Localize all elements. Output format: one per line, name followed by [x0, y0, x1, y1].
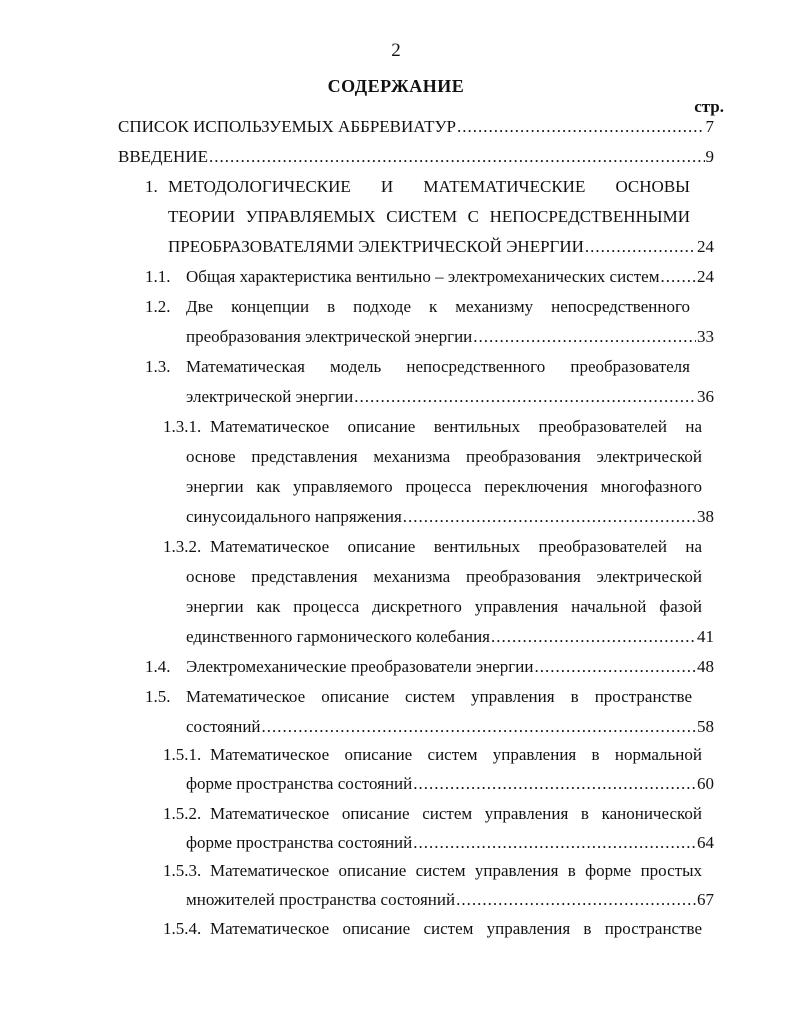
dot-leader — [209, 146, 705, 168]
toc-entry-title: единственного гармонического колебания — [186, 627, 490, 646]
toc-entry-page: 58 — [697, 717, 714, 736]
toc-entry-line: основе представления механизма преобразования электрической — [186, 567, 702, 586]
toc-entry-title: множителей пространства состояний — [186, 890, 456, 909]
toc-entry-page: 7 — [705, 117, 714, 136]
toc-entry-last-line — [186, 506, 714, 528]
dot-leader — [262, 716, 696, 738]
toc-entry-number: 1.3.1. — [163, 417, 202, 436]
pages-column-label: стр. — [694, 97, 724, 116]
dot-leader — [354, 386, 696, 408]
toc-entry-number: 1.5. — [145, 687, 171, 706]
toc-entry-number: 1.2. — [145, 297, 171, 316]
toc-entry-line: ТЕОРИИ УПРАВЛЯЕМЫХ СИСТЕМ С НЕПОСРЕДСТВЕННЫМИ — [168, 207, 690, 226]
toc-entry-title: форме пространства состояний — [186, 833, 413, 852]
toc-entry-line: Математическое описание систем управления в форме простых — [210, 861, 702, 880]
dot-leader — [660, 266, 696, 288]
toc-entry-title: преобразования электрической энергии — [186, 327, 473, 346]
toc-entry-number: 1.3. — [145, 357, 171, 376]
toc-entry-line: Математическое описание систем управления в нормальной — [210, 745, 702, 764]
toc-entry-line: Математическое описание вентильных преобразователей на — [210, 417, 702, 436]
toc-entry-last-line — [186, 386, 714, 408]
toc-entry-last-line — [186, 326, 714, 348]
toc-entry-line: Математическое описание систем управления в пространстве — [186, 687, 692, 706]
toc-entry-title: ВВЕДЕНИЕ — [118, 147, 208, 166]
toc-entry-last-line — [168, 236, 714, 258]
dot-leader — [457, 116, 705, 138]
toc-entry-line: основе представления механизма преобразования электрической — [186, 447, 702, 466]
toc-entry-title: СПИСОК ИСПОЛЬЗУЕМЫХ АББРЕВИАТУР — [118, 117, 456, 136]
toc-entry-introduction[interactable] — [118, 146, 714, 168]
toc-entry-title: ПРЕОБРАЗОВАТЕЛЯМИ ЭЛЕКТРИЧЕСКОЙ ЭНЕРГИИ — [168, 237, 584, 256]
toc-entry-title: состояний — [186, 717, 261, 736]
toc-entry-line: Математическое описание систем управления в канонической — [210, 804, 702, 823]
toc-entry-last-line — [186, 773, 714, 795]
toc-entry-last-line — [186, 626, 714, 648]
toc-entry-page: 36 — [697, 387, 714, 406]
toc-entry-abbreviations[interactable] — [118, 116, 714, 138]
toc-entry-line: Математическое описание вентильных преобразователей на — [210, 537, 702, 556]
toc-entry-number: 1.4. — [145, 657, 171, 676]
toc-entry-last-line — [186, 889, 714, 911]
toc-entry-last-line — [186, 832, 714, 854]
toc-entry-line: МЕТОДОЛОГИЧЕСКИЕ И МАТЕМАТИЧЕСКИЕ ОСНОВЫ — [168, 177, 690, 196]
toc-entry-last-line — [186, 656, 714, 678]
toc-entry-title: электрической энергии — [186, 387, 354, 406]
page-title: СОДЕРЖАНИЕ — [327, 76, 465, 96]
toc-entry-title: Электромеханические преобразователи энергии — [186, 657, 534, 676]
toc-entry-number: 1.5.3. — [163, 861, 202, 880]
dot-leader — [534, 656, 696, 678]
toc-entry-page: 24 — [697, 237, 714, 256]
dot-leader — [413, 832, 696, 854]
toc-entry-number: 1.5.1. — [163, 745, 202, 764]
toc-entry-last-line — [186, 716, 714, 738]
dot-leader — [585, 236, 696, 258]
toc-entry-page: 24 — [697, 267, 714, 286]
toc-entry-page: 38 — [697, 507, 714, 526]
toc-entry-title: форме пространства состояний — [186, 774, 413, 793]
toc-entry-page: 67 — [697, 890, 714, 909]
toc-entry-number: 1. — [145, 177, 158, 196]
toc-entry-number: 1.1. — [145, 267, 171, 286]
toc-entry-line: энергии как управляемого процесса переключения многофазного — [186, 477, 702, 496]
dot-leader — [491, 626, 696, 648]
dot-leader — [456, 889, 696, 911]
toc-entry-page: 60 — [697, 774, 714, 793]
dot-leader — [413, 773, 696, 795]
toc-entry-number: 1.5.4. — [163, 919, 202, 938]
toc-entry-line: Математическое описание систем управления в пространстве — [210, 919, 702, 938]
toc-entry-line: Математическая модель непосредственного преобразователя — [186, 357, 690, 376]
dot-leader — [473, 326, 696, 348]
toc-entry-title: Общая характеристика вентильно – электромеханических систем — [186, 267, 660, 286]
toc-entry-page: 33 — [697, 327, 714, 346]
toc-entry-line: энергии как процесса дискретного управления начальной фазой — [186, 597, 702, 616]
toc-entry-number: 1.3.2. — [163, 537, 202, 556]
toc-entry-title: синусоидального напряжения — [186, 507, 402, 526]
toc-entry-page: 41 — [697, 627, 714, 646]
toc-entry-page: 64 — [697, 833, 714, 852]
page-number: 2 — [391, 40, 401, 61]
toc-entry-last-line — [186, 266, 714, 288]
toc-entry-line: Две концепции в подходе к механизму непосредственного — [186, 297, 690, 316]
toc-entry-page: 9 — [705, 147, 714, 166]
toc-entry-number: 1.5.2. — [163, 804, 202, 823]
dot-leader — [403, 506, 696, 528]
toc-entry-page: 48 — [697, 657, 714, 676]
